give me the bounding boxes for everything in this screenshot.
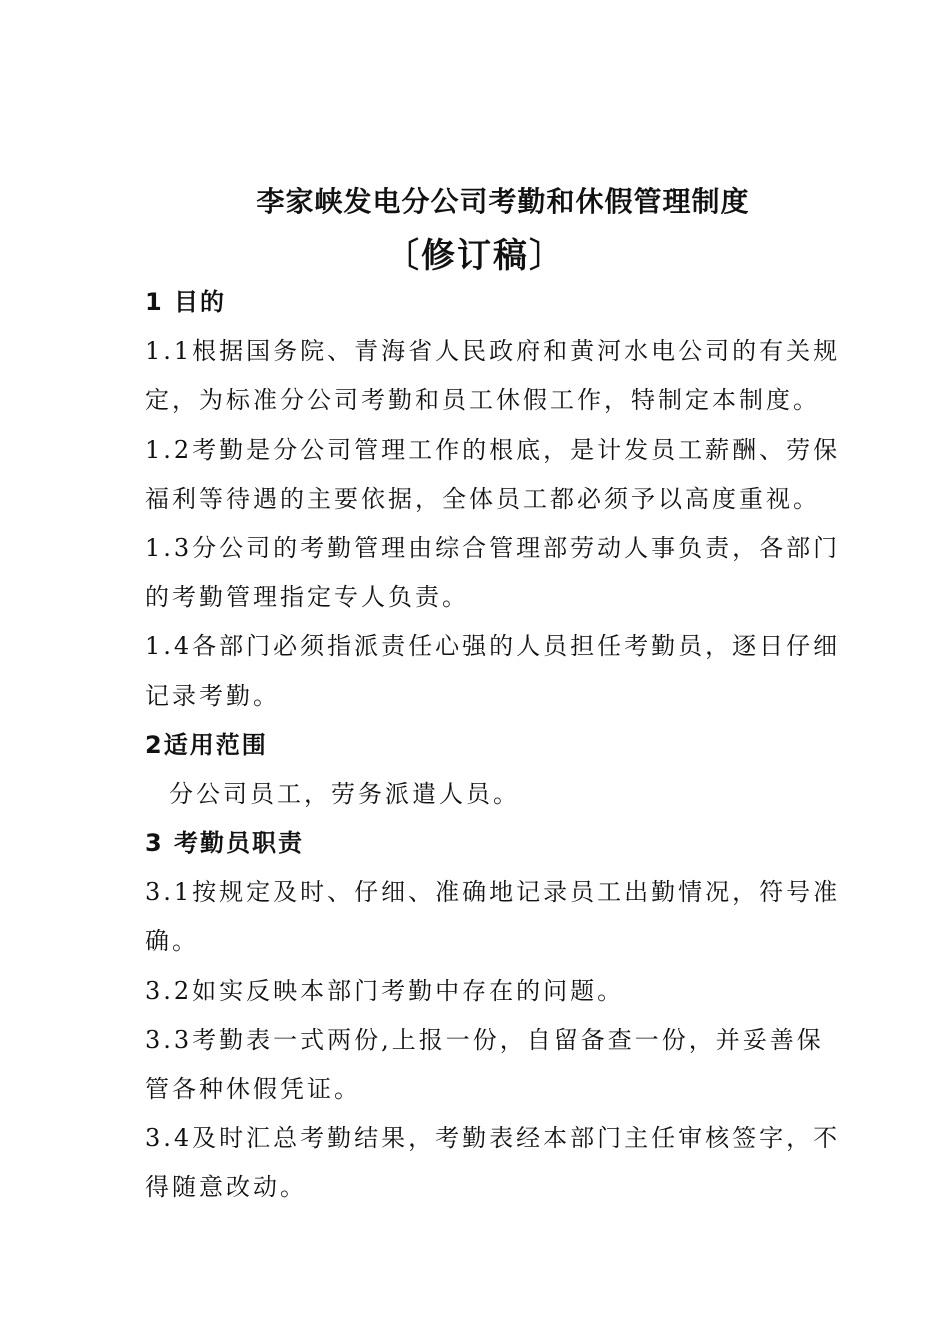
body-line: 1.3分公司的考勤管理由综合管理部劳动人事负责，各部门 [145,533,841,562]
body-line: 3.1按规定及时、仔细、准确地记录员工出勤情况，符号准 [145,878,841,907]
document-title: 李家峡发电分公司考勤和休假管理制度 [256,185,750,218]
body-line: 得随意改动。 [145,1173,307,1202]
body-line: 1.4各部门必须指派责任心强的人员担任考勤员，逐日仔细 [145,632,841,661]
body-line: 3.3考勤表一式两份,上报一份，自留备查一份，并妥善保 [145,1025,824,1054]
body-line: 管各种休假凭证。 [145,1075,361,1103]
document-body [145,282,841,1217]
section-heading-duties: 3 考勤员职责 [145,829,305,858]
body-line: 记录考勤。 [145,681,280,710]
body-line: 确。 [145,927,199,956]
document-subtitle: 〔修订稿〕 [385,236,565,276]
body-line: 1.2考勤是分公司管理工作的根底，是计发员工薪酬、劳保 [145,435,841,464]
body-line: 1.1根据国务院、青海省人民政府和黄河水电公司的有关规 [145,337,841,366]
body-line: 3.4及时汇总考勤结果，考勤表经本部门主任审核签字，不 [145,1124,841,1153]
body-line: 分公司员工，劳务派遣人员。 [169,779,520,808]
section-heading-purpose: 1 目的 [145,288,227,316]
body-line: 3.2如实反映本部门考勤中存在的问题。 [145,976,625,1005]
body-line: 福利等待遇的主要依据，全体员工都必须予以高度重视。 [145,484,820,513]
section-heading-scope: 2适用范围 [145,730,268,759]
body-line: 的考勤管理指定专人负责。 [145,583,469,612]
body-line: 定，为标准分公司考勤和员工休假工作，特制定本制度。 [145,386,820,415]
